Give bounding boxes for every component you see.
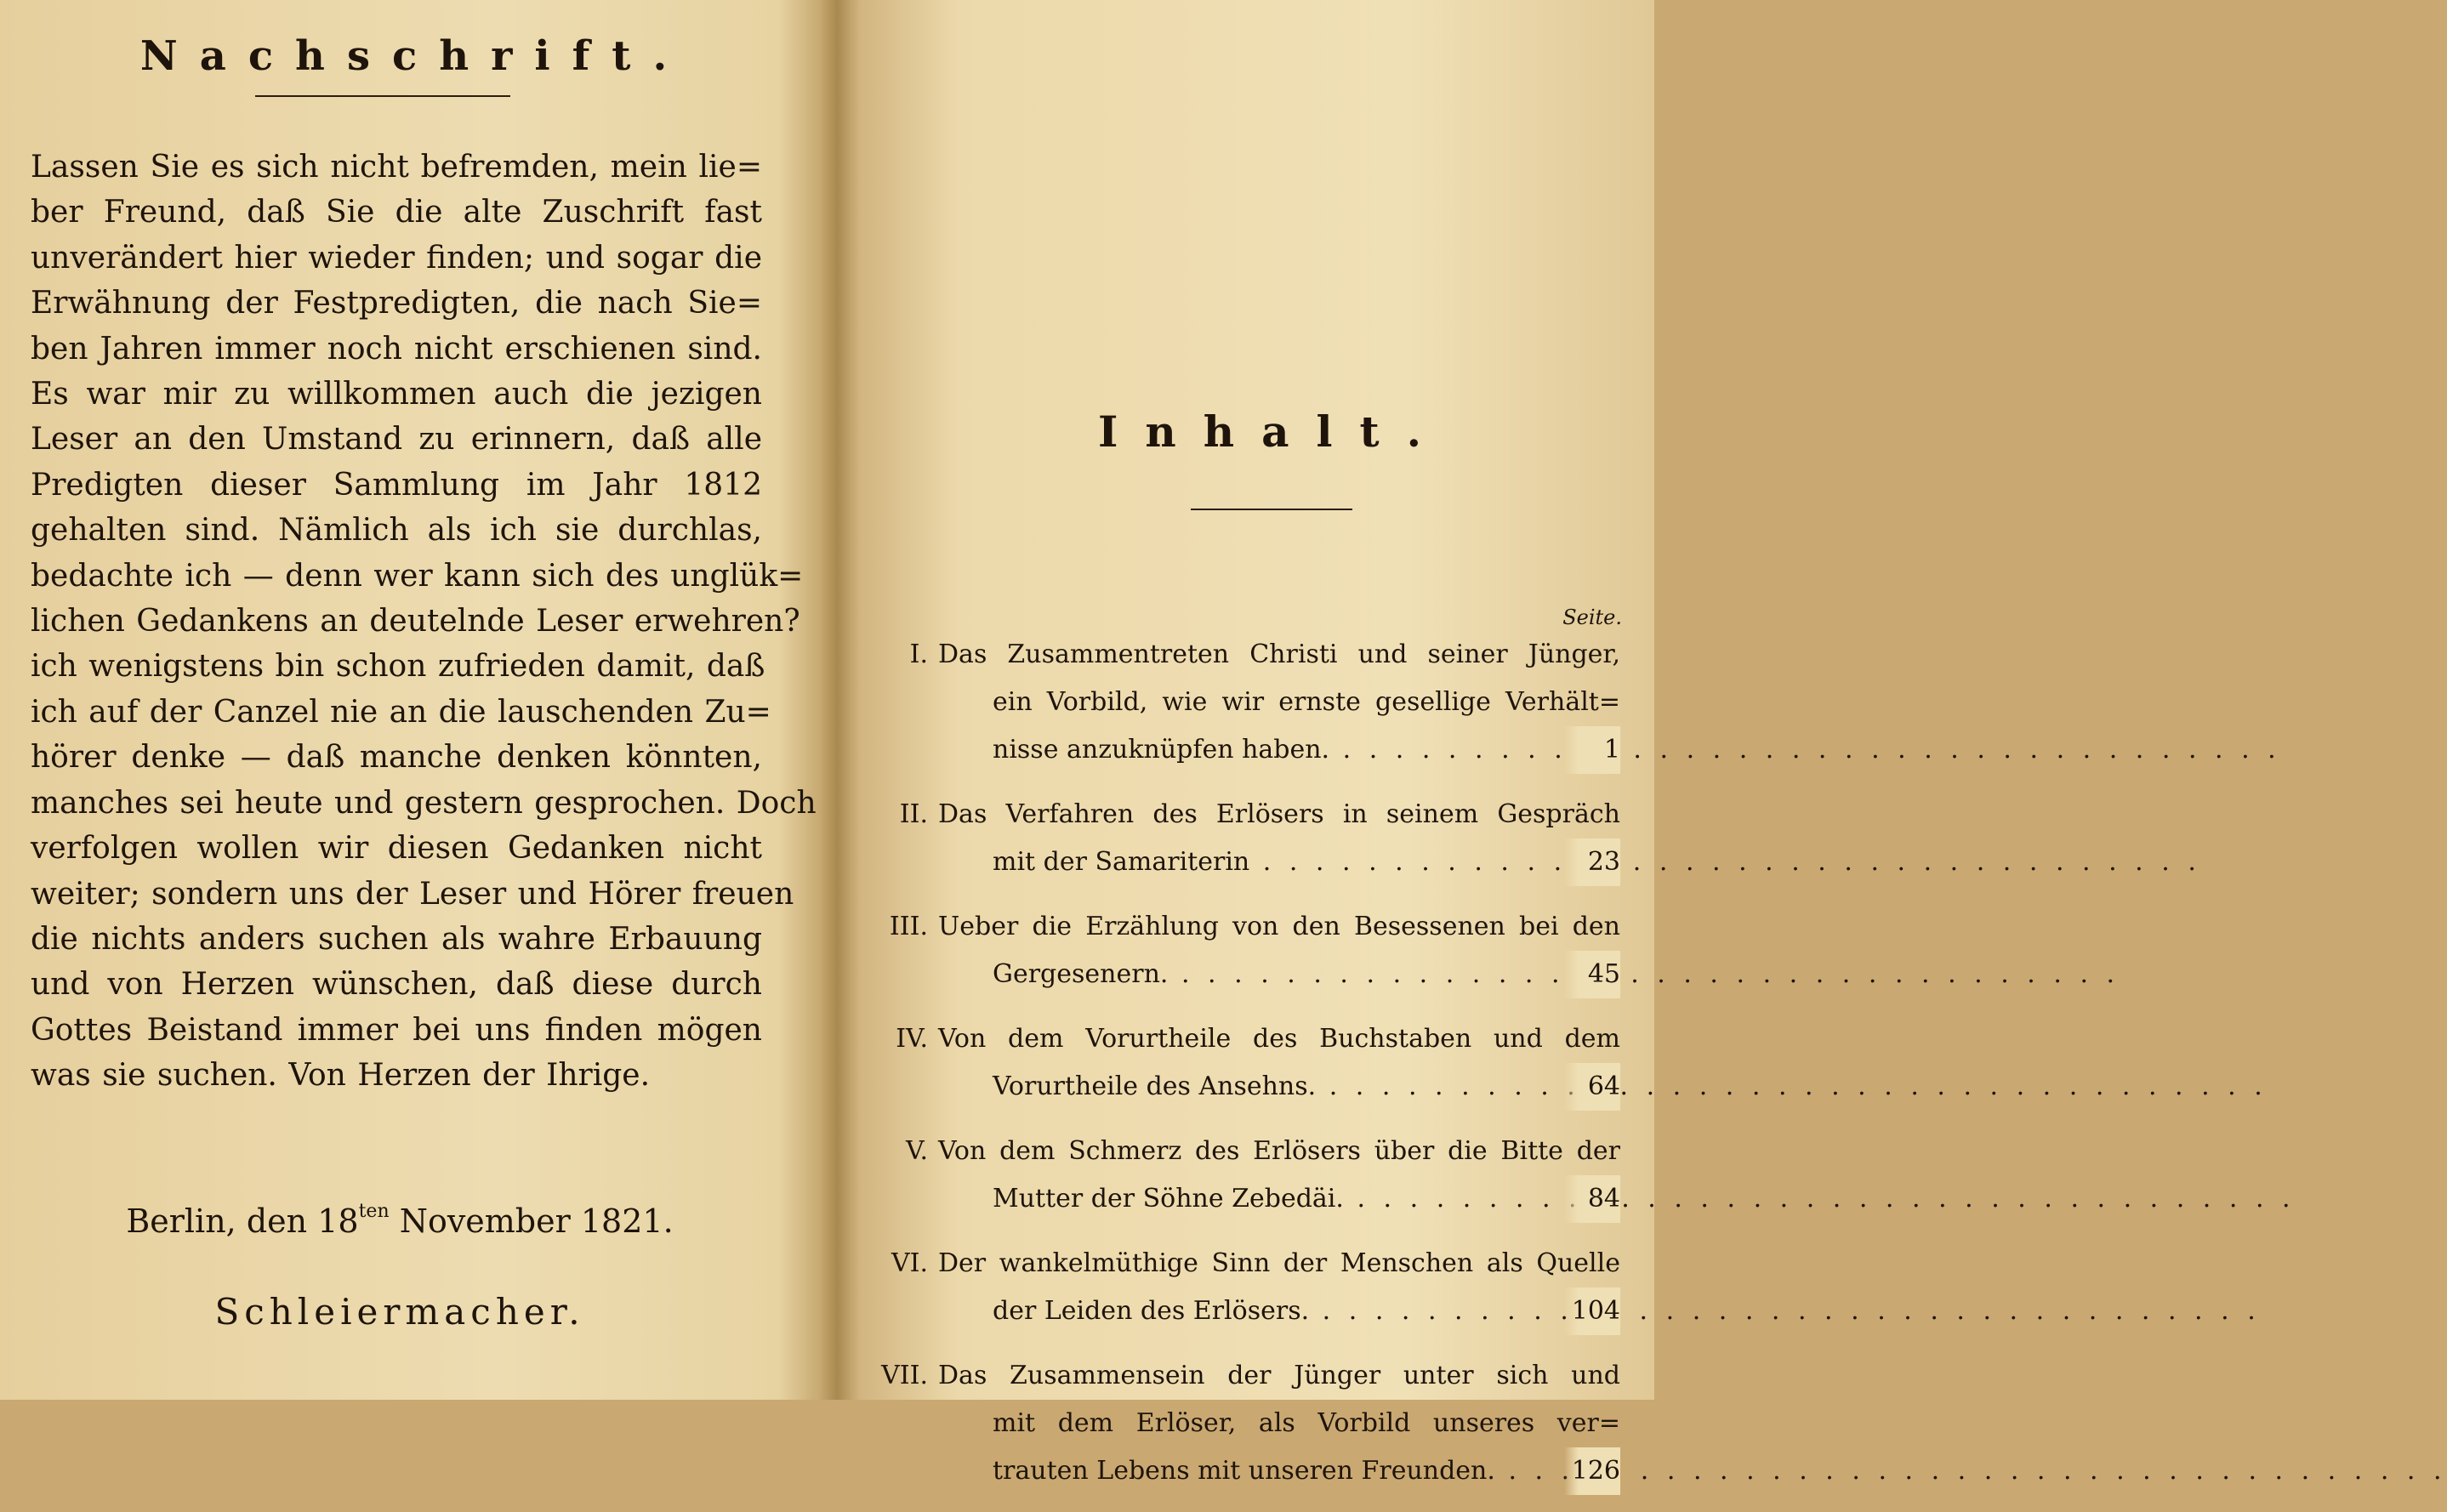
text-line: bedachte ich — denn wer kann sich des unglük= xyxy=(31,558,804,594)
page-number: 45 xyxy=(1564,951,1620,998)
chapter-title-line: mit der Samariterin . . . xyxy=(993,838,1561,886)
toc-line xyxy=(872,1015,1620,1063)
chapter-title-line: Von dem Vorurtheile des Buchstaben und dem xyxy=(938,1024,1620,1054)
chapter-title-line: nisse anzuknüpfen haben. . . . xyxy=(993,726,1561,774)
table-of-contents xyxy=(872,631,1620,1512)
page-number: 23 xyxy=(1564,838,1620,886)
postscript-text xyxy=(31,145,817,1099)
toc-line xyxy=(872,1400,1620,1447)
text-line: Predigten dieser Sammlung im Jahr 1812 xyxy=(31,467,762,503)
chapter-number: V. xyxy=(906,1136,928,1166)
toc-line xyxy=(872,1240,1620,1287)
toc-line xyxy=(872,903,1620,951)
chapter-title-line: Mutter der Söhne Zebedäi. . . . xyxy=(993,1175,1561,1223)
chapter-title-line: Ueber die Erzählung von den Besessenen bei den xyxy=(938,912,1620,941)
contents-heading: Inhalt. xyxy=(1098,406,1448,457)
text-line: was sie suchen. Von Herzen der Ihrige. xyxy=(31,1058,651,1094)
chapter-title-line: Das Zusammentreten Christi und seiner Jünger, xyxy=(938,639,1620,669)
dateline xyxy=(34,1201,765,1240)
chapter-title-line: Von dem Schmerz des Erlösers über die Bitte der xyxy=(938,1136,1620,1166)
toc-line xyxy=(872,1447,1620,1495)
chapter-number: III. xyxy=(889,912,928,941)
dateline-text-end: November 1821. xyxy=(389,1202,674,1240)
toc-entry xyxy=(872,631,1620,774)
chapter-title-line: trauten Lebens mit unseren Freunden. . . . xyxy=(993,1447,1561,1495)
page-number: 84 xyxy=(1564,1175,1620,1223)
toc-line xyxy=(872,631,1620,679)
text-line: ben Jahren immer noch nicht erschienen sind. xyxy=(31,331,762,367)
text-line: Gottes Beistand immer bei uns finden mögen xyxy=(31,1012,762,1048)
toc-entry xyxy=(872,903,1620,998)
text-line: Leser an den Umstand zu erinnern, daß alle xyxy=(31,422,762,458)
right-page xyxy=(838,0,1654,1486)
chapter-number: II. xyxy=(899,799,928,829)
chapter-title-line: Das Zusammensein der Jünger unter sich und xyxy=(938,1361,1620,1390)
toc-line xyxy=(872,726,1620,774)
page-number: 104 xyxy=(1564,1287,1620,1335)
text-line: verfolgen wollen wir diesen Gedanken nicht xyxy=(31,831,762,867)
chapter-title-line: Der wankelmüthige Sinn der Menschen als Quelle xyxy=(938,1248,1620,1278)
text-line: ber Freund, daß Sie die alte Zuschrift fast xyxy=(31,195,762,230)
toc-line xyxy=(872,679,1620,726)
heading-rule xyxy=(255,95,510,97)
text-line: weiter; sondern uns der Leser und Hörer freuen xyxy=(31,876,794,912)
text-line: und von Herzen wünschen, daß diese durch xyxy=(31,967,762,1003)
toc-entry xyxy=(872,791,1620,886)
toc-entry xyxy=(872,1015,1620,1111)
toc-entry xyxy=(872,1352,1620,1495)
page-heading: Nachschrift. xyxy=(139,32,690,80)
chapter-number: VI. xyxy=(891,1248,928,1278)
toc-line xyxy=(872,1352,1620,1400)
text-line: manches sei heute und gestern gesprochen. Doch xyxy=(31,785,817,821)
page-number: 64 xyxy=(1564,1063,1620,1111)
chapter-title-line: ein Vorbild, wie wir ernste gesellige Verhält= xyxy=(993,687,1620,717)
chapter-number: I. xyxy=(909,639,928,669)
heading-rule xyxy=(1191,509,1352,510)
text-line: die nichts anders suchen als wahre Erbauung xyxy=(31,921,762,957)
text-line: Lassen Sie es sich nicht befremden, mein lie= xyxy=(31,150,762,185)
dateline-superscript: ten xyxy=(358,1201,390,1222)
page-number: 1 xyxy=(1564,726,1620,774)
text-line: gehalten sind. Nämlich als ich sie durchlas, xyxy=(31,513,762,549)
page-column-label: Seite. xyxy=(1562,605,1622,629)
text-line: hörer denke — daß manche denken könnten, xyxy=(31,740,762,776)
chapter-number: VII. xyxy=(881,1361,928,1390)
toc-line xyxy=(872,791,1620,838)
chapter-title-line: der Leiden des Erlösers. . . . xyxy=(993,1287,1561,1335)
toc-line xyxy=(872,1128,1620,1175)
chapter-number: IV. xyxy=(896,1024,928,1054)
dateline-text: Berlin, den 18 xyxy=(126,1202,359,1240)
chapter-title-line: Vorurtheile des Ansehns. . . . xyxy=(993,1063,1561,1111)
text-line: ich wenigstens bin schon zufrieden damit, daß xyxy=(31,649,765,685)
left-page xyxy=(0,0,829,1400)
toc-entry xyxy=(872,1240,1620,1335)
chapter-title-line: Gergesenern. . . . xyxy=(993,951,1561,998)
toc-line xyxy=(872,838,1620,886)
toc-entry xyxy=(872,1128,1620,1223)
text-line: lichen Gedankens an deutelnde Leser erwehren? xyxy=(31,604,800,639)
text-line: Erwähnung der Festpredigten, die nach Sie= xyxy=(31,286,762,321)
toc-line xyxy=(872,1287,1620,1335)
text-line: Es war mir zu willkommen auch die jezigen xyxy=(31,377,762,412)
text-line: unverändert hier wieder finden; und sogar die xyxy=(31,240,762,276)
toc-line xyxy=(872,1175,1620,1223)
page-number: 126 xyxy=(1564,1447,1620,1495)
chapter-title-line: mit dem Erlöser, als Vorbild unseres ver= xyxy=(993,1408,1620,1438)
chapter-title-line: Das Verfahren des Erlösers in seinem Gespräch xyxy=(938,799,1620,829)
toc-line xyxy=(872,1063,1620,1111)
toc-line xyxy=(872,951,1620,998)
signature: Schleiermacher. xyxy=(214,1291,585,1333)
text-line: ich auf der Canzel nie an die lauschenden Zu= xyxy=(31,694,771,730)
